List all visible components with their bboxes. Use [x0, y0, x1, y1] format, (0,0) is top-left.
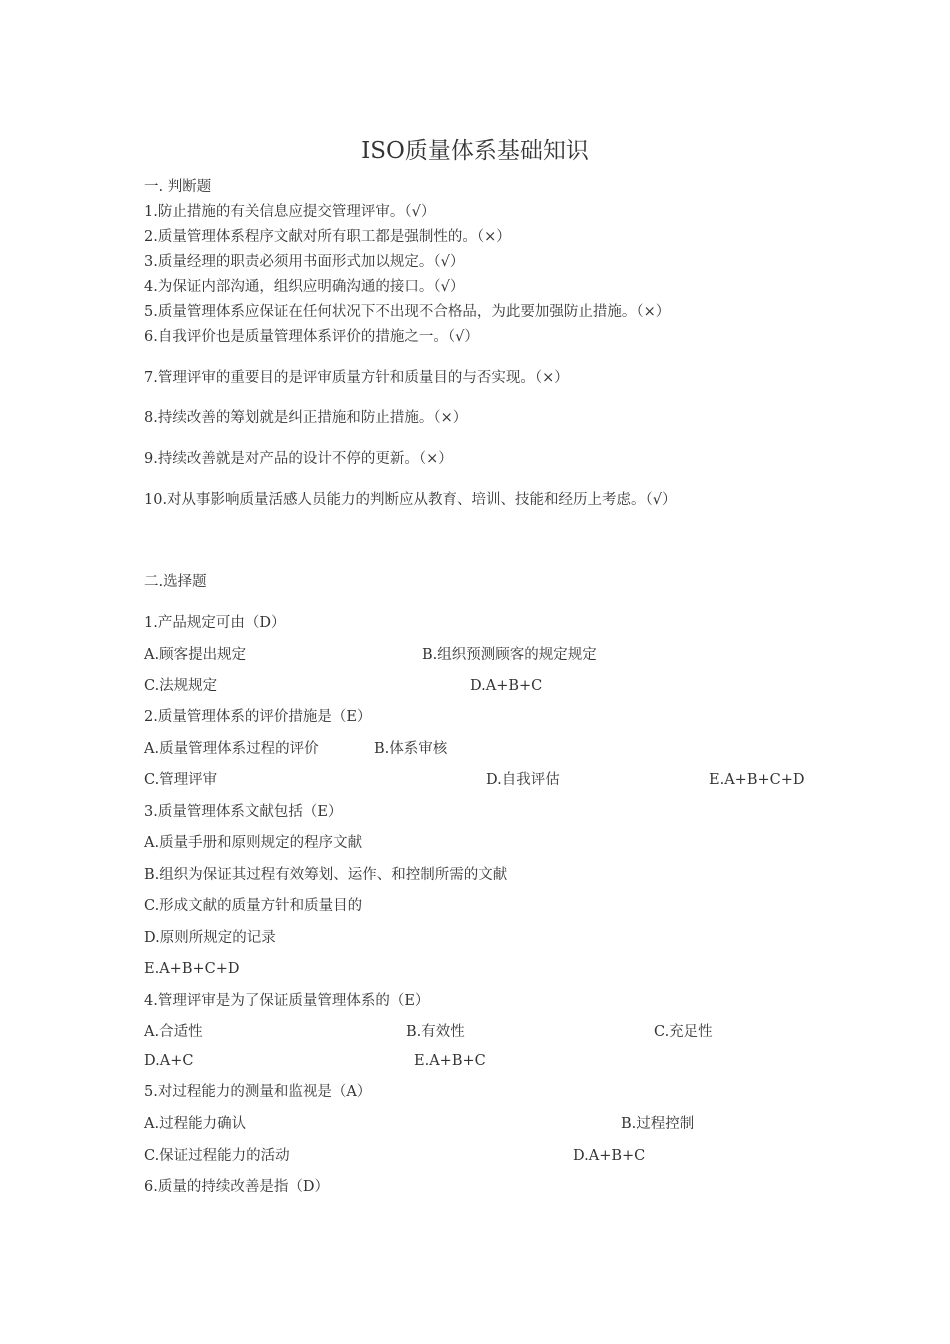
- q4-option-c: C.充足性: [654, 1024, 713, 1040]
- judgement-item-5: 5.质量管理体系应保证在任何状况下不出现不合格品，为此要加强防止措施。（×）: [144, 304, 671, 320]
- q2-option-e: E.A+B+C+D: [709, 772, 805, 788]
- q5-option-c: C.保证过程能力的活动: [144, 1148, 290, 1164]
- q2-option-b: B.体系审核: [374, 741, 448, 757]
- judgement-item-3: 3.质量经理的职责必须用书面形式加以规定。（√）: [144, 254, 465, 270]
- q3-option-e: E.A+B+C+D: [144, 961, 240, 977]
- q2-option-c: C.管理评审: [144, 772, 218, 788]
- section-heading-choice: 二.选择题: [144, 574, 207, 590]
- q4-option-e: E.A+B+C: [414, 1053, 486, 1069]
- judgement-item-4: 4.为保证内部沟通，组织应明确沟通的接口。（√）: [144, 279, 465, 295]
- q1-option-b: B.组织预测顾客的规定规定: [422, 647, 597, 663]
- q5-option-b: B.过程控制: [621, 1116, 695, 1132]
- judgement-item-2: 2.质量管理体系程序文献对所有职工都是强制性的。（×）: [144, 229, 511, 245]
- q2-option-d: D.自我评估: [486, 772, 560, 788]
- choice-question-5: 5.对过程能力的测量和监视是（A）: [144, 1084, 372, 1100]
- judgement-item-9: 9.持续改善就是对产品的设计不停的更新。（×）: [144, 451, 453, 467]
- choice-question-4: 4.管理评审是为了保证质量管理体系的（E）: [144, 993, 430, 1009]
- judgement-item-8: 8.持续改善的筹划就是纠正措施和防止措施。（×）: [144, 410, 468, 426]
- q4-option-d: D.A+C: [144, 1053, 194, 1069]
- page-title: ISO质量体系基础知识: [361, 138, 589, 164]
- q1-option-c: C.法规规定: [144, 678, 218, 694]
- choice-question-2: 2.质量管理体系的评价措施是（E）: [144, 709, 372, 725]
- q3-option-a: A.质量手册和原则规定的程序文献: [144, 835, 363, 851]
- q1-option-d: D.A+B+C: [470, 678, 543, 694]
- q4-option-a: A.合适性: [144, 1024, 203, 1040]
- q5-option-a: A.过程能力确认: [144, 1116, 247, 1132]
- judgement-item-1: 1.防止措施的有关信息应提交管理评审。（√）: [144, 204, 436, 220]
- q5-option-d: D.A+B+C: [573, 1148, 646, 1164]
- judgement-item-7: 7.管理评审的重要目的是评审质量方针和质量目的与否实现。（×）: [144, 370, 569, 386]
- judgement-item-6: 6.自我评价也是质量管理体系评价的措施之一。（√）: [144, 329, 479, 345]
- judgement-item-10: 10.对从事影响质量活感人员能力的判断应从教育、培训、技能和经历上考虑。（√）: [144, 492, 677, 508]
- q3-option-d: D.原则所规定的记录: [144, 930, 276, 946]
- q4-option-b: B.有效性: [406, 1024, 465, 1040]
- q1-option-a: A.顾客提出规定: [144, 647, 247, 663]
- section-heading-judgement: 一. 判断题: [144, 179, 212, 195]
- choice-question-1: 1.产品规定可由（D）: [144, 615, 286, 631]
- choice-question-6: 6.质量的持续改善是指（D）: [144, 1179, 329, 1195]
- q3-option-b: B.组织为保证其过程有效筹划、运作、和控制所需的文献: [144, 867, 508, 883]
- choice-question-3: 3.质量管理体系文献包括（E）: [144, 804, 343, 820]
- q3-option-c: C.形成文献的质量方针和质量目的: [144, 898, 363, 914]
- q2-option-a: A.质量管理体系过程的评价: [144, 741, 319, 757]
